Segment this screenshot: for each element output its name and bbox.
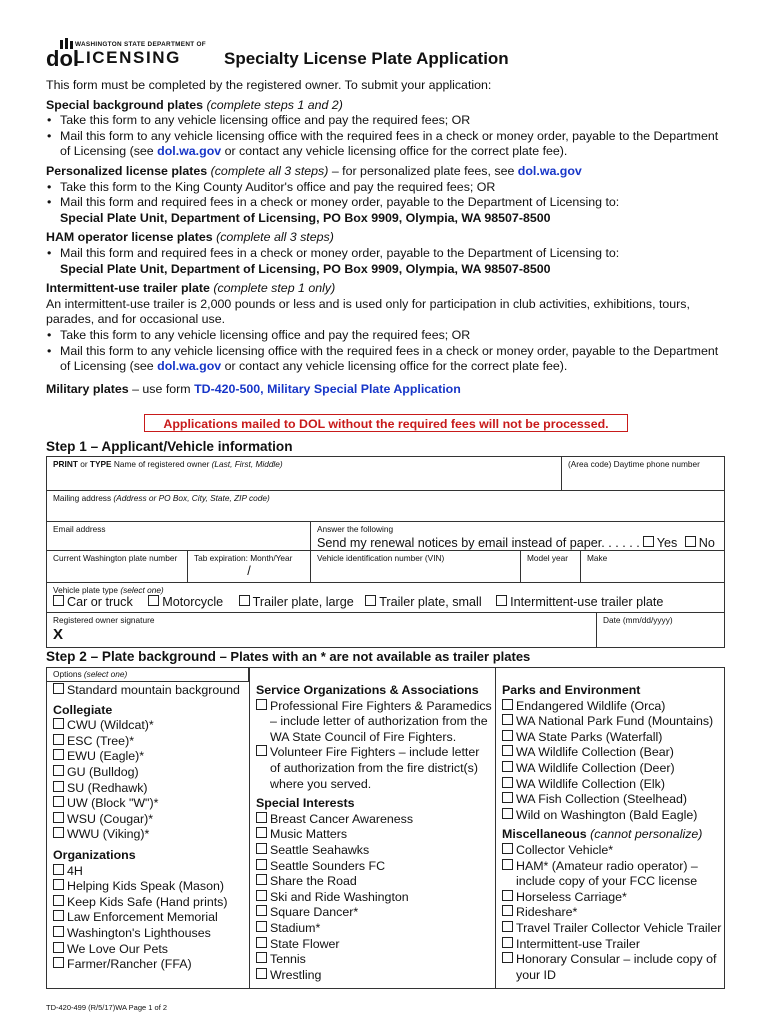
option-parks[interactable]: WA State Parks (Waterfall) [502,730,721,746]
checkbox-icon [365,595,376,606]
option-collegiate[interactable]: UW (Block "W")* [53,796,240,812]
option-misc[interactable]: Horseless Carriage* [502,890,721,906]
dol-link[interactable]: dol.wa.gov [157,144,222,159]
checkbox-icon [239,595,250,606]
option-parks[interactable]: WA Wildlife Collection (Elk) [502,777,721,793]
option-collegiate[interactable]: CWU (Wildcat)* [53,718,240,734]
mailing-address: Special Plate Unit, Department of Licensing, PO Box 9909, Olympia, WA 98507-8500 [60,261,551,276]
trailer-list [46,328,726,375]
vtype-option[interactable]: Trailer plate, large [239,595,354,609]
option-special[interactable]: Ski and Ride Washington [256,890,492,906]
options-label: Options (select one) [47,668,249,682]
dol-link[interactable]: dol.wa.gov [157,359,222,374]
list-item: • Take this form to any vehicle licensing office and pay the required fees; OR [60,113,726,129]
organizations-heading: Organizations [53,847,136,862]
yes-checkbox[interactable] [643,536,654,547]
personalized-heading: Personalized license plates (complete all 3 steps) – for personalized plate fees, see dol.wa.gov [46,163,582,178]
military-line: Military plates – use form TD-420-500, Military Special Plate Application [46,381,461,396]
option-special[interactable]: State Flower [256,937,492,953]
option-org[interactable]: Washington's Lighthouses [53,926,240,942]
checkbox-icon [148,595,159,606]
personalized-list [46,180,726,211]
signature-field[interactable]: Registered owner signature X [47,613,597,647]
form-footer: TD-420-499 (R/5/17)WA Page 1 of 2 [46,1003,168,1012]
parks-heading: Parks and Environment [502,683,641,697]
tab-expiration-field[interactable]: Tab expiration: Month/Year / [188,551,311,583]
parks-column: Parks and Environment Endangered Wildlife (Orca) WA National Park Fund (Mountains) WA State Parks (Waterfall) WA Wildlife Collection (Bear) WA Wildlife Collection (Deer) WA Wildlife Collection (Elk) WA Fish Collection (Steelhead) Wild on Washington (Bald Eagle) Miscellaneous (cannot personalize) Collector Vehicle* HAM* (Amateur radio operator) – include copy of your FCC license Horseless Carriage* Rideshare* Travel Trailer Collector Vehicle Trailer Intermittent-use Trailer Honorary Consular – include copy of your ID [502,683,722,982]
list-item: • Mail this form and required fees in a check or money order, payable to the Department of Licensing to: [60,195,726,211]
mailing-address-field[interactable]: Mailing address (Address or PO Box, City, State, ZIP code) [47,491,725,522]
option-misc[interactable]: Intermittent-use Trailer [502,937,721,953]
signature-x-mark: X [53,626,64,643]
option-misc[interactable]: Rideshare* [502,905,721,921]
option-standard[interactable]: Standard mountain background [53,683,240,699]
option-org[interactable]: 4H [53,864,240,880]
option-collegiate[interactable]: EWU (Eagle)* [53,749,240,765]
phone-field[interactable]: (Area code) Daytime phone number [562,457,725,491]
plate-number-field[interactable]: Current Washington plate number [47,551,188,583]
option-collegiate[interactable]: ESC (Tree)* [53,734,240,750]
option-service[interactable]: Professional Fire Fighters & Paramedics [256,699,492,715]
special-interests-heading: Special Interests [256,796,355,811]
special-bg-list [46,113,726,160]
step1-form [46,456,725,648]
instructions [46,78,726,397]
step1-heading: Step 1 – Applicant/Vehicle information [46,439,293,454]
email-field[interactable]: Email address [47,522,311,551]
list-item: • Mail this form to any vehicle licensing office with the required fees in a check or money order, payable to the Department of Licensing (see dol.wa.gov or contact any vehicle licensing office for the correct plate fee). [60,129,726,160]
trailer-description: An intermittent-use trailer is 2,000 pounds or less and is used only for participation in club activities, exhibitions, tours, parades, and for occasional use. [46,296,690,327]
checkbox-icon [53,595,64,606]
vehicle-type: Vehicle plate type (select one) Car or truck Motorcycle Trailer plate, large Trailer plate, small Intermittent-use trailer plate [47,583,725,613]
ham-heading: HAM operator license plates (complete all 3 steps) [46,230,334,245]
misc-heading: Miscellaneous (cannot personalize) [502,827,703,842]
option-collegiate[interactable]: GU (Bulldog) [53,765,240,781]
owner-name-field[interactable]: PRINT or TYPE Name of registered owner (Last, First, Middle) [47,457,562,491]
vtype-option[interactable]: Motorcycle [148,595,223,609]
option-org[interactable]: Law Enforcement Memorial [53,910,240,926]
option-parks[interactable]: Endangered Wildlife (Orca) [502,699,721,715]
step2-heading: Step 2 – Plate background – Plates with an * are not available as trailer plates [46,649,531,664]
option-parks[interactable]: WA Wildlife Collection (Bear) [502,745,721,761]
list-item: • Take this form to any vehicle licensing office and pay the required fees; OR [60,328,726,344]
option-misc[interactable]: HAM* (Amateur radio operator) – [502,859,721,875]
service-heading: Service Organizations & Associations [256,683,479,697]
ham-list [46,246,726,262]
renewal-question-text: Send my renewal notices by email instead of paper. . . . . . [317,536,640,550]
date-field[interactable]: Date (mm/dd/yyyy) [603,615,673,625]
trailer-heading: Intermittent-use trailer plate (complete step 1 only) [46,281,336,296]
logo-department-text: WASHINGTON STATE DEPARTMENT OF [75,41,207,48]
option-special[interactable]: Wrestling [256,968,492,984]
logo-licensing-text: LICENSING [74,48,181,67]
option-special[interactable]: Square Dancer* [256,905,492,921]
option-org[interactable]: Keep Kids Safe (Hand prints) [53,895,240,911]
checkbox-icon [496,595,507,606]
option-parks[interactable]: WA Wildlife Collection (Deer) [502,761,721,777]
option-special[interactable]: Seattle Seahawks [256,843,492,859]
option-special[interactable]: Music Matters [256,827,492,843]
special-bg-heading: Special background plates (complete steps 1 and 2) [46,97,343,112]
list-item: • Mail this form and required fees in a check or money order, payable to the Department of Licensing to: [60,246,726,262]
fee-warning: Applications mailed to DOL without the required fees will not be processed. [144,414,628,432]
make-field[interactable]: Make [581,551,725,583]
step2-form [46,667,725,989]
vin-field[interactable]: Vehicle identification number (VIN) [311,551,521,583]
option-collegiate[interactable]: WSU (Cougar)* [53,812,240,828]
option-special[interactable]: Stadium* [256,921,492,937]
option-special[interactable]: Seattle Sounders FC [256,859,492,875]
option-misc[interactable]: Travel Trailer Collector Vehicle Trailer [502,921,721,937]
option-org[interactable]: Farmer/Rancher (FFA) [53,957,240,973]
intro-text: This form must be completed by the registered owner. To submit your application: [46,78,492,92]
option-org[interactable]: Helping Kids Speak (Mason) [53,879,240,895]
model-year-field[interactable]: Model year [521,551,581,583]
option-misc[interactable]: Collector Vehicle* [502,843,721,859]
collegiate-column [53,683,240,973]
option-parks[interactable]: WA Fish Collection (Steelhead) [502,792,721,808]
renewal-question: Answer the following Send my renewal notices by email instead of paper. . . . . . Yes No [311,522,725,551]
svg-text:dol: dol [46,46,79,68]
option-special[interactable]: Breast Cancer Awareness [256,812,492,828]
list-item: • Mail this form to any vehicle licensing office with the required fees in a check or money order, payable to the Department of Licensing (see dol.wa.gov or contact any vehicle licensing office for the correct plate fee). [60,344,726,375]
option-org[interactable]: We Love Our Pets [53,942,240,958]
dol-link[interactable]: dol.wa.gov [517,163,582,178]
option-misc[interactable]: Honorary Consular – include copy of [502,952,721,968]
option-parks[interactable]: WA National Park Fund (Mountains) [502,714,721,730]
option-service[interactable]: Volunteer Fire Fighters – include letter [256,745,492,761]
option-collegiate[interactable]: SU (Redhawk) [53,781,240,797]
option-collegiate[interactable]: WWU (Viking)* [53,827,240,843]
list-item: • Take this form to the King County Auditor's office and pay the required fees; OR [60,180,726,196]
vtype-option[interactable]: Intermittent-use trailer plate [496,595,663,609]
option-parks[interactable]: Wild on Washington (Bald Eagle) [502,808,721,824]
option-special[interactable]: Share the Road [256,874,492,890]
option-special[interactable]: Tennis [256,952,492,968]
no-checkbox[interactable] [685,536,696,547]
military-form-link[interactable]: TD-420-500, Military Special Plate Application [194,381,461,396]
page-title: Specialty License Plate Application [224,49,509,68]
vtype-option[interactable]: Trailer plate, small [365,595,481,609]
vtype-option[interactable]: Car or truck [53,595,133,609]
mailing-address: Special Plate Unit, Department of Licensing, PO Box 9909, Olympia, WA 98507-8500 [60,210,551,225]
service-column: Service Organizations & Associations Professional Fire Fighters & Paramedics – include letter of authorization from the WA State Council of Fire Fighters. Volunteer Fire Fighters – include letter of authorization from the fire district(s) where you served. Special Interests Breast Cancer Awareness Music Matters Seattle Seahawks Seattle Sounders FC Share the Road Ski and Ride Washington Square Dancer* Stadium* State Flower Tennis Wrestling [256,683,492,982]
collegiate-heading: Collegiate [53,702,113,717]
